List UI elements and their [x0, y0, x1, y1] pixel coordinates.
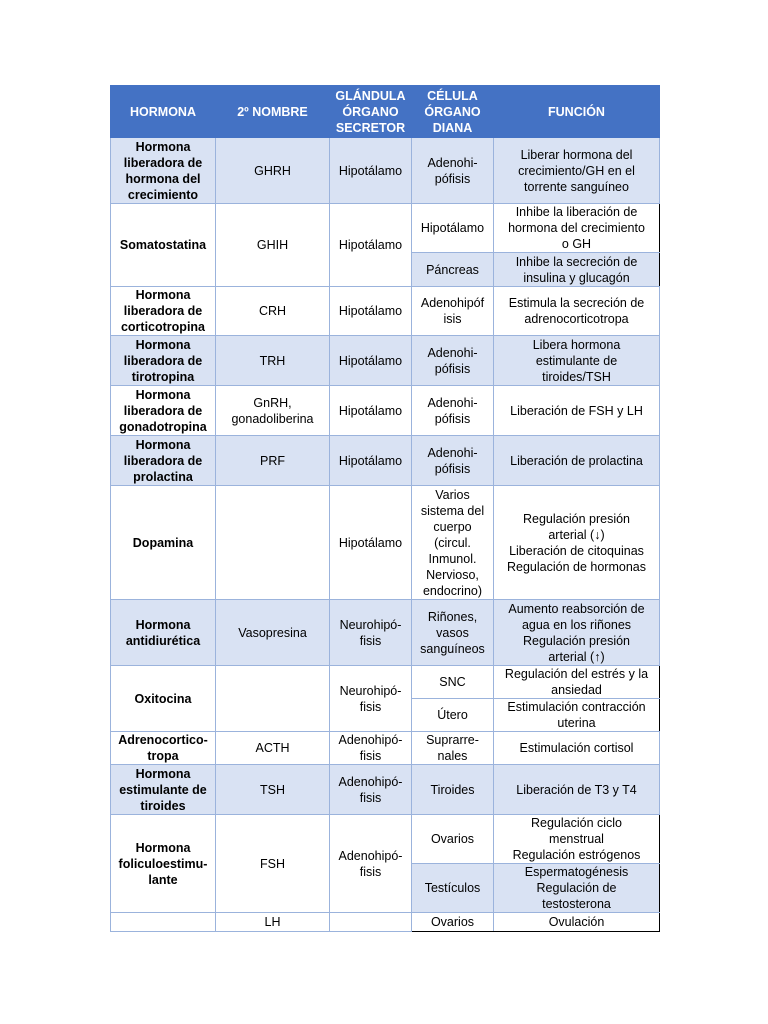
target-cell: Páncreas — [412, 253, 494, 287]
target-cell: Tiroides — [412, 765, 494, 815]
gland-cell: Hipotálamo — [330, 486, 412, 600]
alt-name-cell: CRH — [216, 287, 330, 336]
alt-name-cell: Vasopresina — [216, 600, 330, 666]
gland-cell: Adenohipó- fisis — [330, 732, 412, 765]
target-cell: SNC — [412, 666, 494, 699]
hormone-name-cell: Hormona liberadora de tirotropina — [111, 336, 216, 386]
target-cell: Suprarre- nales — [412, 732, 494, 765]
alt-name-cell: GHRH — [216, 138, 330, 204]
header-nombre: 2º NOMBRE — [216, 86, 330, 138]
alt-name-cell — [216, 486, 330, 600]
target-cell: Adenohi- pófisis — [412, 336, 494, 386]
function-cell: Liberación de FSH y LH — [494, 386, 660, 436]
hormone-name-cell: Dopamina — [111, 486, 216, 600]
function-cell: Estimula la secreción de adrenocorticotropa — [494, 287, 660, 336]
gland-cell: Adenohipó- fisis — [330, 815, 412, 913]
alt-name-cell: GnRH, gonadoliberina — [216, 386, 330, 436]
gland-cell: Hipotálamo — [330, 386, 412, 436]
header-funcion: FUNCIÓN — [494, 86, 660, 138]
table-row — [111, 666, 660, 699]
table-row — [111, 815, 660, 864]
target-cell: Adenohi- pófisis — [412, 386, 494, 436]
table-row — [111, 287, 660, 336]
gland-cell: Hipotálamo — [330, 287, 412, 336]
table-row — [111, 913, 660, 932]
table-row — [111, 138, 660, 204]
hormone-name-cell: Adrenocortico- tropa — [111, 732, 216, 765]
hormone-name-cell: Hormona liberadora de prolactina — [111, 436, 216, 486]
gland-cell: Hipotálamo — [330, 204, 412, 287]
hormone-name-cell — [111, 913, 216, 932]
table-row — [111, 336, 660, 386]
alt-name-cell: TSH — [216, 765, 330, 815]
alt-name-cell: GHIH — [216, 204, 330, 287]
target-cell: Ovarios — [412, 913, 494, 932]
target-cell: Adenohi- pófisis — [412, 436, 494, 486]
table-row — [111, 204, 660, 253]
hormone-name-cell: Hormona liberadora de corticotropina — [111, 287, 216, 336]
gland-cell: Neurohipó- fisis — [330, 600, 412, 666]
function-cell: Ovulación — [494, 913, 660, 932]
function-cell: Liberación de T3 y T4 — [494, 765, 660, 815]
function-cell: Estimulación contracción uterina — [494, 699, 660, 732]
target-cell: Riñones, vasos sanguíneos — [412, 600, 494, 666]
hormone-name-cell: Hormona antidiurética — [111, 600, 216, 666]
target-cell: Varios sistema del cuerpo (circul. Inmunol. Nervioso, endocrino) — [412, 486, 494, 600]
hormone-name-cell: Oxitocina — [111, 666, 216, 732]
alt-name-cell: FSH — [216, 815, 330, 913]
header-celula: CÉLULA ÓRGANO DIANA — [412, 86, 494, 138]
function-cell: Espermatogénesis Regulación de testosterona — [494, 864, 660, 913]
function-cell: Estimulación cortisol — [494, 732, 660, 765]
function-cell: Aumento reabsorción de agua en los riñones Regulación presión arterial (↑) — [494, 600, 660, 666]
function-cell: Regulación del estrés y la ansiedad — [494, 666, 660, 699]
alt-name-cell: TRH — [216, 336, 330, 386]
gland-cell: Hipotálamo — [330, 138, 412, 204]
hormone-name-cell: Hormona estimulante de tiroides — [111, 765, 216, 815]
table-row — [111, 386, 660, 436]
hormone-name-cell: Hormona foliculoestimu- lante — [111, 815, 216, 913]
table-row — [111, 732, 660, 765]
hormone-table — [110, 85, 660, 932]
gland-cell — [330, 913, 412, 932]
table-row — [111, 600, 660, 666]
function-cell: Liberar hormona del crecimiento/GH en el torrente sanguíneo — [494, 138, 660, 204]
target-cell: Hipotálamo — [412, 204, 494, 253]
function-cell: Liberación de prolactina — [494, 436, 660, 486]
target-cell: Útero — [412, 699, 494, 732]
table-row — [111, 486, 660, 600]
target-cell: Adenohi- pófisis — [412, 138, 494, 204]
alt-name-cell: ACTH — [216, 732, 330, 765]
function-cell: Inhibe la liberación de hormona del crecimiento o GH — [494, 204, 660, 253]
gland-cell: Hipotálamo — [330, 436, 412, 486]
target-cell: Ovarios — [412, 815, 494, 864]
target-cell: Testículos — [412, 864, 494, 913]
target-cell: Adenohipóf isis — [412, 287, 494, 336]
hormone-name-cell: Hormona liberadora de gonadotropina — [111, 386, 216, 436]
alt-name-cell — [216, 666, 330, 732]
header-hormona: HORMONA — [111, 86, 216, 138]
header-glandula: GLÁNDULA ÓRGANO SECRETOR — [330, 86, 412, 138]
function-cell: Regulación ciclo menstrual Regulación estrógenos — [494, 815, 660, 864]
function-cell: Regulación presión arterial (↓) Liberación de citoquinas Regulación de hormonas — [494, 486, 660, 600]
hormone-name-cell: Somatostatina — [111, 204, 216, 287]
function-cell: Inhibe la secreción de insulina y glucagón — [494, 253, 660, 287]
table-row — [111, 765, 660, 815]
function-cell: Libera hormona estimulante de tiroides/TSH — [494, 336, 660, 386]
gland-cell: Adenohipó- fisis — [330, 765, 412, 815]
alt-name-cell: LH — [216, 913, 330, 932]
hormone-name-cell: Hormona liberadora de hormona del crecimiento — [111, 138, 216, 204]
gland-cell: Hipotálamo — [330, 336, 412, 386]
header-row — [111, 86, 660, 138]
gland-cell: Neurohipó- fisis — [330, 666, 412, 732]
alt-name-cell: PRF — [216, 436, 330, 486]
table-row — [111, 436, 660, 486]
